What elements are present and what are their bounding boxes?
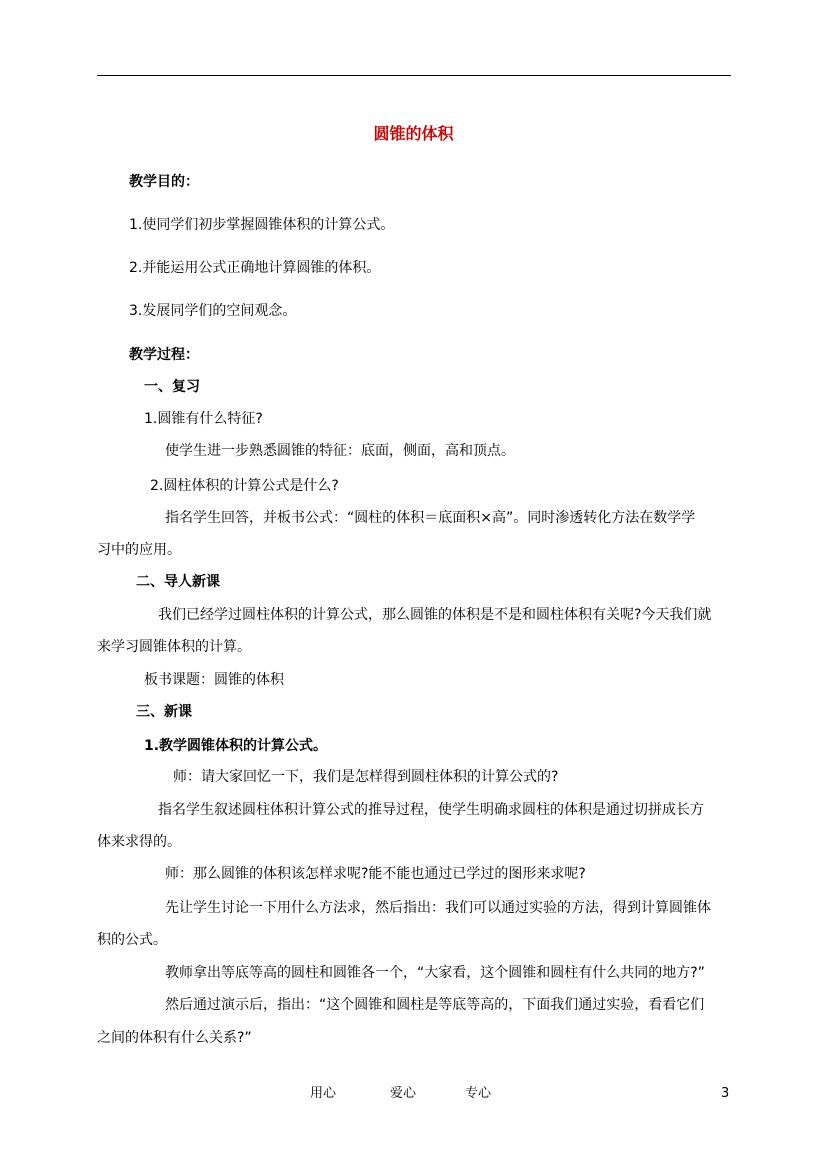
paragraph-5: 教师拿出等底等高的圆柱和圆锥各一个，“大家看，这个圆锥和圆柱有什么共同的地方?” [165,965,705,981]
footer-item-1: 用心 [310,1086,337,1101]
objectives-heading: 教学目的： [129,174,199,190]
review-question-2: 2.圆柱体积的计算公式是什么? [150,478,339,494]
objective-item-2: 2.并能运用公式正确地计算圆锥的体积。 [129,260,381,276]
new-lesson-heading: 三、新课 [136,704,192,720]
header-rule [97,75,731,76]
review-question-1: 1.圆锥有什么特征? [144,411,263,427]
review-heading: 一、复习 [144,379,200,395]
intro-heading: 二、导人新课 [136,574,220,590]
review-answer-2-line-2: 习中的应用。 [97,542,181,558]
paragraph-6-line-2: 之间的体积有什么关系?” [97,1030,252,1046]
process-heading: 教学过程： [129,347,199,363]
page-number: 3 [721,1086,730,1101]
intro-paragraph-line-2: 来学习圆锥体积的计算。 [97,639,251,655]
paragraph-4-line-2: 积的公式。 [97,932,167,948]
document-title: 圆锥的体积 [373,124,454,143]
paragraph-1: 师：请大家回忆一下，我们是怎样得到圆柱体积的计算公式的? [173,769,559,785]
paragraph-4-line-1: 先让学生讨论一下用什么方法求，然后指出：我们可以通过实验的方法，得到计算圆锥体 [165,900,711,916]
new-lesson-subheading: 1.教学圆锥体积的计算公式。 [144,738,328,754]
objective-item-3: 3.发展同学们的空间观念。 [129,303,297,319]
footer-item-2: 爱心 [390,1086,417,1101]
objective-item-1: 1.使同学们初步掌握圆锥体积的计算公式。 [129,217,395,233]
intro-board-title: 板书课题：圆锥的体积 [144,672,284,688]
paragraph-2-line-1: 指名学生叙述圆柱体积计算公式的推导过程，使学生明确求圆柱的体积是通过切拼成长方 [158,802,704,818]
footer-item-3: 专心 [465,1086,492,1101]
paragraph-6-line-1: 然后通过演示后，指出：“这个圆锥和圆柱是等底等高的，下面我们通过实验，看看它们 [165,997,705,1013]
paragraph-3: 师：那么圆锥的体积该怎样求呢?能不能也通过已学过的图形来求呢? [165,866,586,882]
review-answer-1: 使学生进一步熟悉圆锥的特征：底面，侧面，高和顶点。 [165,443,515,459]
intro-paragraph-line-1: 我们已经学过圆柱体积的计算公式，那么圆锥的体积是不是和圆柱体积有关呢?今天我们就 [158,607,712,623]
review-answer-2-line-1: 指名学生回答，并板书公式：“圆柱的体积＝底面积×高”。同时渗透转化方法在数学学 [165,510,696,526]
paragraph-2-line-2: 体来求得的。 [97,834,181,850]
